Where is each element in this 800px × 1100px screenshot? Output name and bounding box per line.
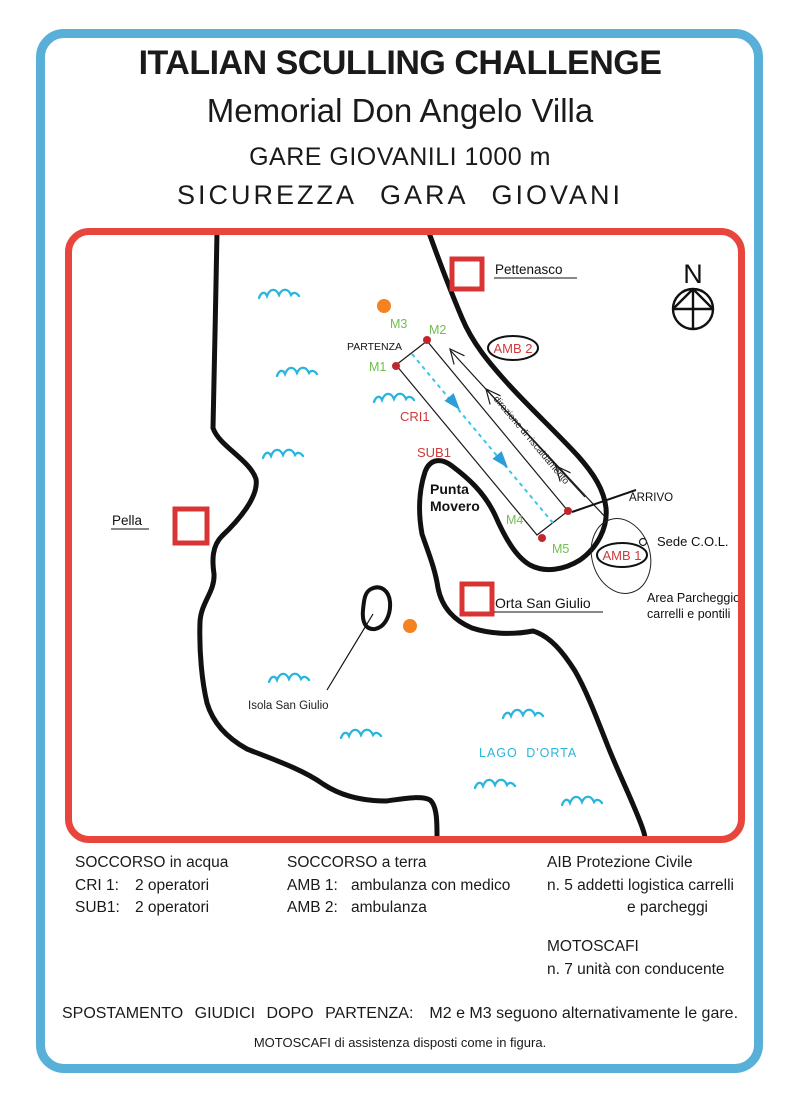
amb1-label: AMB 1 — [602, 548, 642, 563]
legend-land-rescue — [287, 852, 510, 920]
wave-symbols — [259, 290, 602, 805]
legend-sub1-label: SUB1: — [75, 899, 120, 916]
arrivo-label: ARRIVO — [629, 492, 674, 504]
town-orta: Orta San Giulio — [495, 595, 591, 611]
legend-amb1-label: AMB 1: — [287, 876, 338, 894]
parking-area-label-2: carrelli e pontili — [647, 607, 731, 621]
legend-cri1-value: 2 operatori — [135, 876, 210, 894]
legend-water-title: SOCCORSO in acqua — [75, 854, 229, 871]
motorboat-note: MOTOSCAFI di assistenza disposti come in figura. — [253, 1035, 547, 1050]
legend-amb2-label: AMB 2: — [287, 899, 338, 916]
page-title: ITALIAN SCULLING CHALLENGE — [138, 44, 662, 82]
legend-aib-line1: AIB Protezione Civile — [547, 854, 693, 871]
marker-cri1: CRI1 — [400, 409, 430, 424]
legend-sub1-value: 2 operatori — [135, 899, 210, 916]
legend-water-rescue — [75, 852, 228, 920]
marker-m1: M1 — [369, 360, 387, 374]
lake-map — [65, 228, 745, 843]
section-line: SICUREZZA GARA GIOVANI — [176, 180, 624, 210]
town-pella: Pella — [112, 513, 143, 528]
legend-row-cri1 — [75, 875, 228, 898]
parking-area-label-1: Area Parcheggio — [647, 591, 741, 605]
legend-motoscafi — [547, 936, 725, 981]
marker-m3: M3 — [390, 317, 408, 331]
legend-row-amb1 — [287, 875, 510, 898]
marker-m5: M5 — [552, 542, 570, 556]
legend-aib-line2: n. 5 addetti logistica carrelli — [547, 876, 734, 894]
legend-aib — [547, 852, 734, 920]
page-subtitle: Memorial Don Angelo Villa — [206, 92, 594, 129]
judges-note — [0, 1005, 800, 1023]
legend-motoscafi-line2: n. 7 unità con conducente — [547, 960, 725, 978]
isola-san-giulio-island — [327, 587, 390, 690]
legend-row-sub1 — [75, 897, 228, 920]
marker-m4: M4 — [506, 513, 524, 527]
punta-movero-label-1: Punta — [430, 481, 469, 497]
town-pettenasco: Pettenasco — [495, 262, 563, 277]
punta-movero-label-2: Movero — [430, 498, 480, 514]
town-squares — [175, 259, 492, 614]
sede-col-dot — [640, 539, 647, 546]
event-line: GARE GIOVANILI 1000 m — [249, 143, 551, 171]
legend-aib-line3: e parcheggi — [627, 899, 709, 916]
legend-land-title: SOCCORSO a terra — [287, 854, 427, 871]
legend-amb1-value: ambulanza con medico — [351, 876, 511, 894]
marker-m2: M2 — [429, 323, 447, 337]
compass-rose — [673, 289, 713, 329]
marker-sub1: SUB1 — [417, 445, 451, 460]
legend-motoscafi-title: MOTOSCAFI — [547, 938, 639, 955]
warmup-direction-label: direzione di riscaldamento — [490, 393, 571, 486]
legend-cri1-label: CRI 1: — [75, 876, 119, 894]
legend-amb2-value: ambulanza — [351, 899, 427, 916]
lake-name-label: LAGO D'ORTA — [479, 746, 578, 760]
amb2-label: AMB 2 — [493, 341, 533, 356]
judges-note-text: M2 e M3 seguono alternativamente le gare. — [429, 1005, 739, 1022]
judges-note-label: SPOSTAMENTO GIUDICI DOPO PARTENZA: — [61, 1005, 414, 1022]
isola-label: Isola San Giulio — [248, 700, 329, 712]
sede-col-label: Sede C.O.L. — [657, 534, 729, 549]
partenza-label: PARTENZA — [347, 341, 403, 353]
compass-north-label: N — [683, 259, 703, 289]
legend-row-amb2 — [287, 897, 510, 920]
